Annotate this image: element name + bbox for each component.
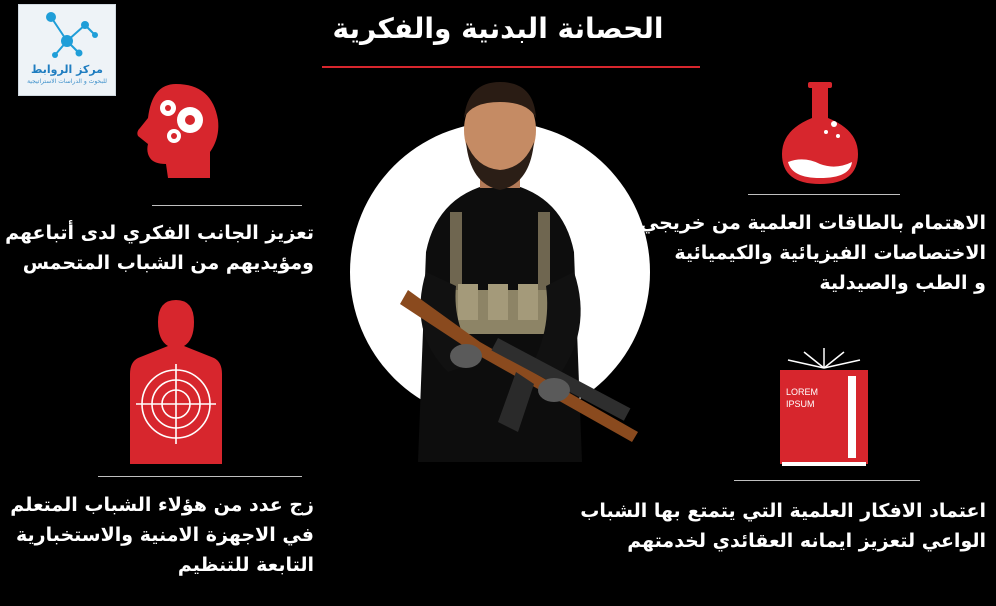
divider-item-1	[152, 205, 302, 206]
item-3-text	[640, 208, 986, 298]
page-title: الحصانة البدنية والفكرية	[332, 12, 664, 45]
logo	[18, 4, 116, 96]
text-line: التابعة للتنظيم	[177, 554, 314, 576]
text-line: الواعي لتعزيز ايمانه العقائدي لخدمتهم	[627, 530, 986, 552]
logo-name: مركز الروابط	[31, 63, 103, 76]
text-line: الاهتمام بالطاقات العلمية من خريجي	[639, 212, 986, 234]
text-line: تعزيز الجانب الفكري لدى أتباعهم	[5, 222, 314, 244]
book-text-line: IPSUM	[786, 399, 815, 409]
item-1-text	[5, 218, 314, 278]
text-line: زج عدد من هؤلاء الشباب المتعلم	[10, 494, 314, 516]
head-gears-icon	[132, 80, 222, 180]
text-line: الاختصاصات الفيزيائية والكيميائية	[674, 242, 986, 264]
item-2-text	[10, 490, 314, 580]
item-4-text	[580, 496, 986, 556]
text-line: اعتماد الافكار العلمية التي يتمتع بها الشباب	[580, 500, 986, 522]
text-line: و الطب والصيدلية	[819, 272, 986, 294]
target-silhouette-icon	[128, 296, 224, 464]
armed-figure-illustration	[348, 72, 652, 462]
text-line: ومؤيديهم من الشباب المتحمس	[22, 252, 314, 274]
network-nodes-icon	[19, 5, 115, 63]
book-cover-text	[786, 386, 818, 410]
text-line: في الاجهزة الامنية والاستخبارية	[16, 524, 314, 546]
divider-item-2	[98, 476, 302, 477]
book-text-line: LOREM	[786, 387, 819, 397]
flask-icon	[778, 78, 862, 188]
logo-subtitle: للبحوث و الدراسات الاستراتيجية	[27, 78, 107, 85]
divider-item-4	[734, 480, 920, 481]
book-icon	[774, 346, 874, 468]
title-underline	[322, 66, 700, 68]
divider-item-3	[748, 194, 900, 195]
